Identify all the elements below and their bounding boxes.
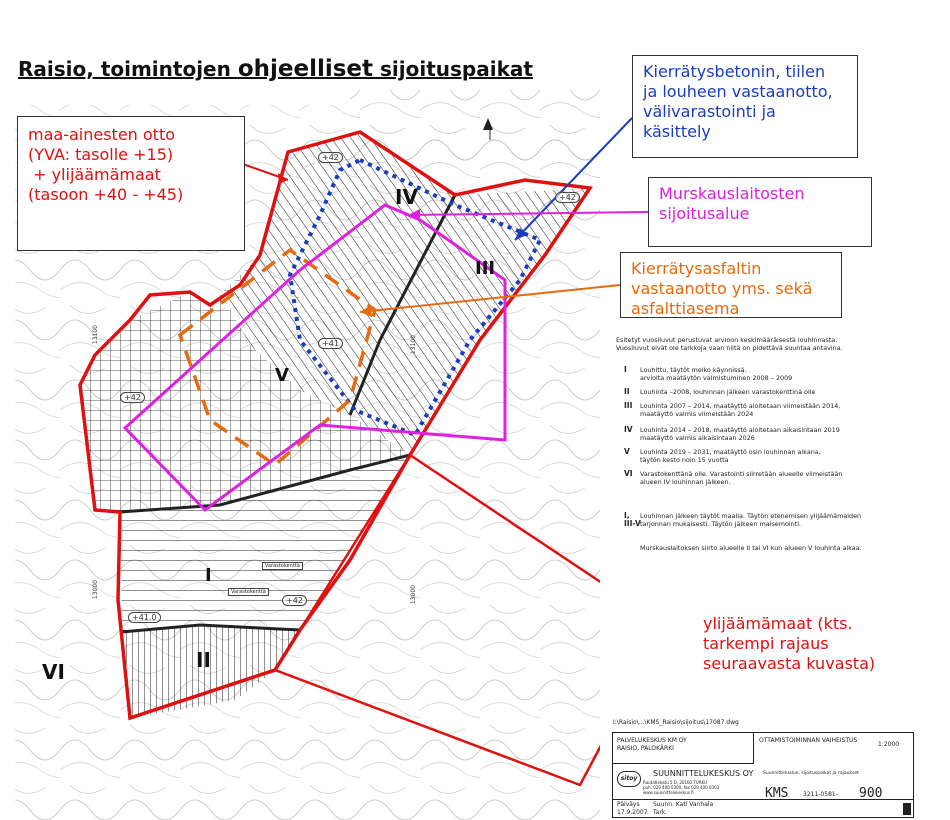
callout-line: ylijäämämaat (kts. <box>703 614 853 633</box>
elevation-label: +41.0 <box>128 612 161 623</box>
tb-desc: Suunnittelualue, sijoituspaikat ja rajaukset <box>763 771 859 776</box>
coordinate-label: 13000 <box>92 580 99 600</box>
legend-text: Louhinta 2014 – 2018, maatäyttö aloitetaan aikaisintaan 2019 <box>640 426 840 434</box>
storage-field-label: Varastokenttä <box>228 588 269 596</box>
company-logo <box>617 771 641 787</box>
tb-doc-title: OTTAMISTOIMINNAN VAIHEISTUS <box>759 737 858 744</box>
tb-address: www.suunnittelukeskus.fi <box>643 790 694 795</box>
page-title <box>18 56 533 82</box>
legend-text: maatäyttö valmis aikaisintaan 2026 <box>640 434 755 442</box>
tb-black-square <box>903 803 911 815</box>
legend-text: tarjonnan mukaisesti. Täytön jälkeen maisemointi. <box>640 520 802 528</box>
zone-label-iv: IV <box>395 185 418 209</box>
tb-address: puh. 029 400 0300, fax 029 400 0303 <box>643 785 720 790</box>
tb-designer: Suunn. Kati Vanhala <box>653 801 714 808</box>
tb-checked: Tark. <box>653 809 668 816</box>
tb-date: 17.9.2007 <box>617 809 648 816</box>
tb-kms: KMS <box>765 786 789 801</box>
legend-key: III <box>624 401 633 410</box>
logo-text: sitoy <box>620 775 638 782</box>
callout-line: ja louheen vastaanotto, <box>643 82 833 101</box>
legend-text: Varastokenttänä olle. Varastointi siirretään alueelle viimeistään <box>640 470 843 478</box>
tb-signed: Päiväys <box>617 801 640 808</box>
title-part-1: Raisio, toimintojen <box>18 57 238 81</box>
callout-line: Murskauslaitosten <box>659 184 805 203</box>
legend-key: VI <box>624 469 633 478</box>
callout-line: tarkempi rajaus <box>703 634 829 653</box>
legend-key: III-V <box>624 519 641 528</box>
tb-path: I:\Raisio\...\KMS_Raisio\sijoitus\17087.dwg <box>613 719 739 726</box>
legend-intro: Vuosiluvut eivät ole tarkkoja vaan niitä on pidettävä suuntaa antavina. <box>616 344 843 352</box>
tb-company: PALVELUKESKUS KM OY <box>617 737 687 744</box>
callout-line: käsittely <box>643 122 711 141</box>
legend-key: I, <box>624 511 630 520</box>
callout-line: sijoitusalue <box>659 204 750 223</box>
legend-text: Louhinta 2019 – 2031, maatäyttö osin louhinnan aikana, <box>640 448 821 456</box>
elevation-label: +42 <box>555 192 580 203</box>
legend-text: alueen IV louhinnan jälkeen. <box>640 478 731 486</box>
callout-surplus-soil <box>693 608 915 693</box>
tb-office: SUUNNITTELUKESKUS OY <box>653 769 754 778</box>
elevation-label: +42 <box>318 152 343 163</box>
callout-line: seuraavasta kuvasta) <box>703 654 876 673</box>
zone-label-i: I <box>205 565 212 586</box>
legend-text: Louhinta –2008, louhinnan jälkeen varastokenttinä olle <box>640 388 816 396</box>
legend-key: IV <box>624 425 633 434</box>
legend-text: Louhinta 2007 – 2014, maatäyttö aloitetaan viimeistään 2014, <box>640 402 841 410</box>
callout-line: Kierrätysasfaltin <box>631 259 762 278</box>
coordinate-label: 13100 <box>410 335 417 355</box>
legend-key: V <box>624 447 630 456</box>
zone-label-v: V <box>275 365 289 386</box>
legend-text: arviolta maatäytön valmistuminen 2008 – 2009 <box>640 374 793 382</box>
callout-line: (tasoon +40 - +45) <box>28 185 184 204</box>
coordinate-label: 13100 <box>92 325 99 345</box>
zone-label-iii: III <box>475 258 496 279</box>
legend-intro: Esitetyt vuosiluvut perustuvat arvioon keskimääräisestä louhinnasta. <box>616 336 838 344</box>
tb-num2: 900 <box>859 786 883 801</box>
tb-num1: 3211-0581- <box>803 791 838 798</box>
callout-soil-extraction <box>17 116 245 251</box>
callout-line: (YVA: tasolle +15) <box>28 145 174 164</box>
callout-line: Kierrätysbetonin, tiilen <box>643 62 826 81</box>
legend-text: Louhittu, täytöt melko käynnissä. <box>640 366 747 374</box>
legend-footer: Murskauslaitoksen siirto alueelle II tai VI kun alueen V louhinta alkaa. <box>640 544 862 552</box>
legend-text: Louhinnan jälkeen täytöt maalla. Täytön etenemisen ylijäämämaiden <box>640 512 862 520</box>
callout-line: välivarastointi ja <box>643 102 776 121</box>
callout-crushing-plants <box>648 177 872 247</box>
drawing-title-block <box>612 719 914 818</box>
elevation-label: +42 <box>282 595 307 606</box>
callout-line: vastaanotto yms. sekä <box>631 279 813 298</box>
title-part-3: sijoituspaikat <box>373 57 533 81</box>
callout-recycled-concrete <box>632 55 858 158</box>
legend-key: II <box>624 387 630 396</box>
callout-recycled-asphalt <box>620 252 842 318</box>
callout-line: asfalttiasema <box>631 299 740 318</box>
elevation-label: +41 <box>318 338 343 349</box>
zone-label-ii: II <box>196 648 211 672</box>
tb-place: RAISIO, PALOKÄRKI <box>617 745 674 752</box>
legend-text: maatäyttö valmis viimeistään 2024 <box>640 410 754 418</box>
tb-scale: 1:2000 <box>878 741 900 748</box>
tb-address: Rautatiekatu 5 D, 20100 TURKU <box>643 780 707 785</box>
callout-line: + ylijäämämaat <box>28 165 161 184</box>
callout-line: maa-ainesten otto <box>28 125 176 144</box>
elevation-label: +42 <box>120 392 145 403</box>
zone-label-vi: VI <box>42 660 65 684</box>
legend-key: I <box>624 365 627 374</box>
coordinate-label: 13000 <box>410 585 417 605</box>
title-part-2: ohjeelliset <box>237 56 374 82</box>
legend-text: täytön kesto noin 15 vuotta <box>640 456 729 464</box>
storage-field-label: Varastokenttä <box>262 562 303 570</box>
